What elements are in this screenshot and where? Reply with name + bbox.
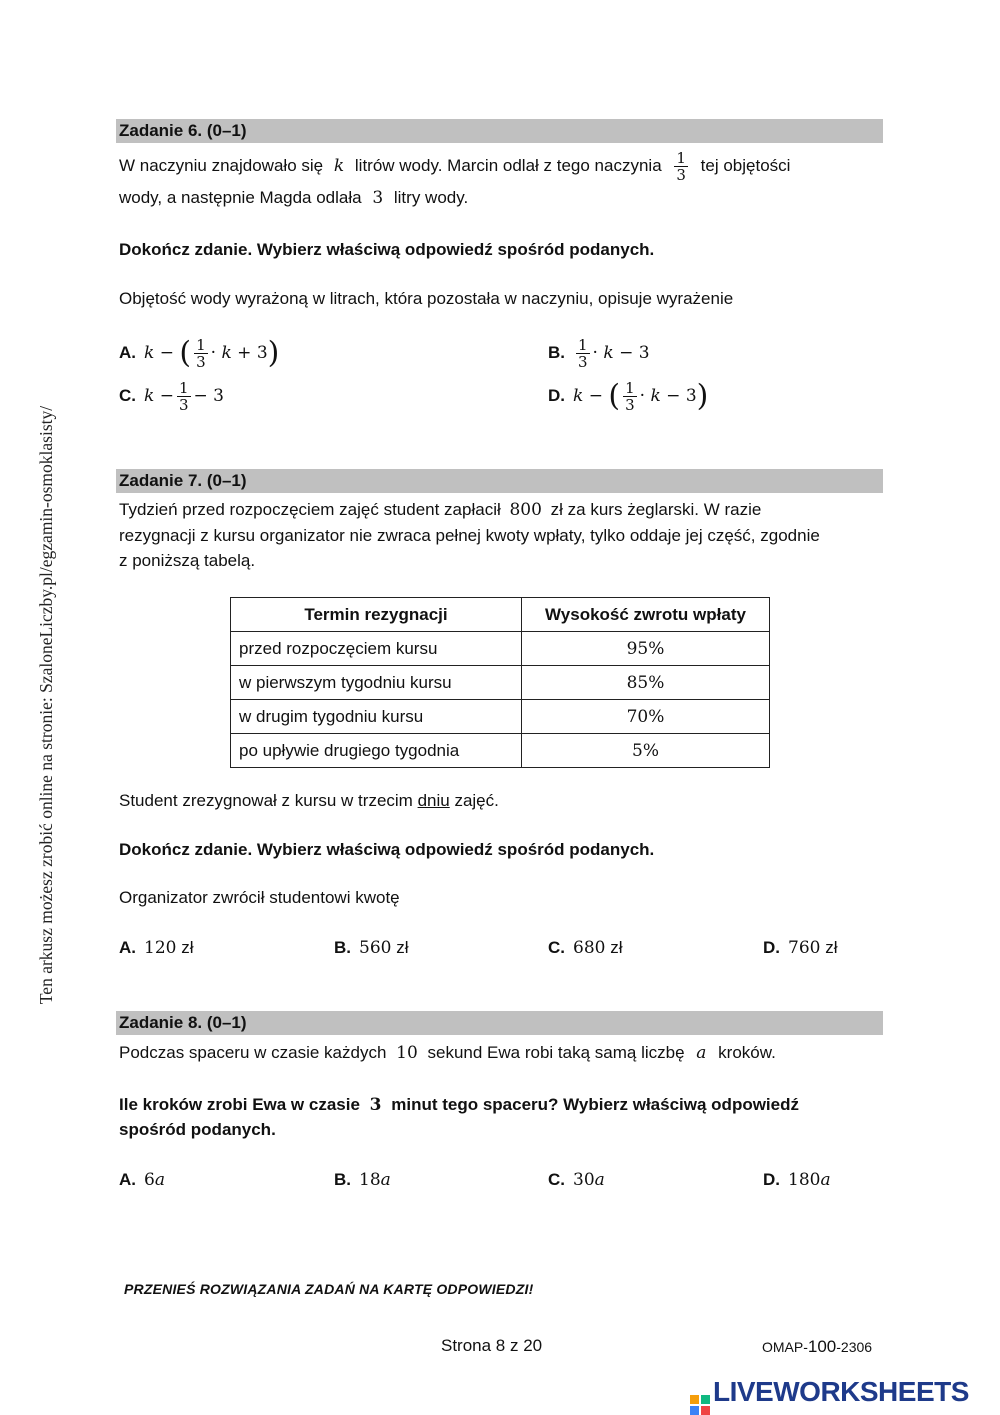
task8-option-d[interactable]: D. 180a <box>763 1170 831 1190</box>
table-header-cell: Termin rezygnacji <box>231 598 522 632</box>
task7-instruction: Dokończ zdanie. Wybierz właściwą odpowiedź spośród podanych. <box>119 840 655 859</box>
task7-option-b[interactable]: B. 560 zł <box>334 938 409 958</box>
exam-code: OMAP-100-2306 <box>762 1337 873 1356</box>
task6-option-c[interactable]: C. k − $\frac{1}{3}$ − 3 <box>119 379 224 414</box>
table-row <box>231 666 770 700</box>
task8-text: Podczas spaceru w czasie każdych 10 sekund Ewa robi taką samą liczbę a kroków. <box>119 1043 776 1063</box>
task7-option-a[interactable]: A. 120 zł <box>119 938 194 958</box>
table-cell: 95% <box>522 632 770 666</box>
table-row <box>231 632 770 666</box>
task6-option-a[interactable]: A. k − ( $\frac{1}{3}$ · k + 3) <box>119 335 280 371</box>
task8-option-c[interactable]: C. 30a <box>548 1170 605 1190</box>
task8-option-b[interactable]: B. 18a <box>334 1170 391 1190</box>
liveworksheets-logo: LIVEWORKSHEETS <box>690 1376 969 1408</box>
table-row <box>231 734 770 768</box>
table-cell: 5% <box>522 734 770 768</box>
task6-header: Zadanie 6. (0–1) <box>116 119 883 143</box>
refund-table <box>230 597 770 768</box>
side-watermark-text: Ten arkusz możesz zrobić online na stronie: SzaloneLiczby.pl/egzamin-osmoklasisty/ <box>36 405 56 1005</box>
table-cell: w drugim tygodniu kursu <box>231 700 522 734</box>
task8-question-line2: spośród podanych. <box>119 1120 276 1139</box>
task6-option-d[interactable]: D. k − ( $\frac{1}{3}$ · k − 3) <box>548 378 709 414</box>
page-number: Strona 8 z 20 <box>441 1336 543 1355</box>
transfer-answers-note: PRZENIEŚ ROZWIĄZANIA ZADAŃ NA KARTĘ ODPOWIEDZI! <box>124 1281 534 1297</box>
task7-text-line1: Tydzień przed rozpoczęciem zajęć student zapłacił 800 zł za kurs żeglarski. W razie <box>119 500 762 520</box>
task7-header: Zadanie 7. (0–1) <box>116 469 883 493</box>
task6-instruction: Dokończ zdanie. Wybierz właściwą odpowiedź spośród podanych. <box>119 240 655 259</box>
task6-option-b[interactable]: B. $\frac{1}{3}$ · k − 3 <box>548 336 650 371</box>
table-cell: po upływie drugiego tygodnia <box>231 734 522 768</box>
task6-text-line1: W naczyniu znajdowało się k litrów wody. Marcin odlał z tego naczynia $\frac{1}{3}$ tej objętości <box>119 149 791 185</box>
table-header-cell: Wysokość zwrotu wpłaty <box>522 598 770 632</box>
task8-option-a[interactable]: A. 6a <box>119 1170 165 1190</box>
logo-cubes-icon <box>690 1395 710 1415</box>
task8-header: Zadanie 8. (0–1) <box>116 1011 883 1035</box>
task7-text-line2: rezygnacji z kursu organizator nie zwraca pełnej kwoty wpłaty, tylko oddaje jej część, zgodnie <box>119 526 820 545</box>
task7-text-line3: z poniższą tabelą. <box>119 551 256 570</box>
task7-prompt: Organizator zwrócił studentowi kwotę <box>119 888 400 907</box>
table-row <box>231 700 770 734</box>
task7-option-c[interactable]: C. 680 zł <box>548 938 623 958</box>
table-cell: 85% <box>522 666 770 700</box>
task6-prompt: Objętość wody wyrażoną w litrach, która pozostała w naczyniu, opisuje wyrażenie <box>119 289 734 308</box>
table-header-row <box>231 598 770 632</box>
table-cell: w pierwszym tygodniu kursu <box>231 666 522 700</box>
task6-text-line2: wody, a następnie Magda odlała 3 litry wody. <box>119 188 469 208</box>
table-cell: przed rozpoczęciem kursu <box>231 632 522 666</box>
task7-option-d[interactable]: D. 760 zł <box>763 938 838 958</box>
task8-question-line1: Ile kroków zrobi Ewa w czasie 3 minut tego spaceru? Wybierz właściwą odpowiedź <box>119 1095 799 1115</box>
task7-student-text: Student zrezygnował z kursu w trzecim dniu zajęć. <box>119 791 499 810</box>
table-cell: 70% <box>522 700 770 734</box>
